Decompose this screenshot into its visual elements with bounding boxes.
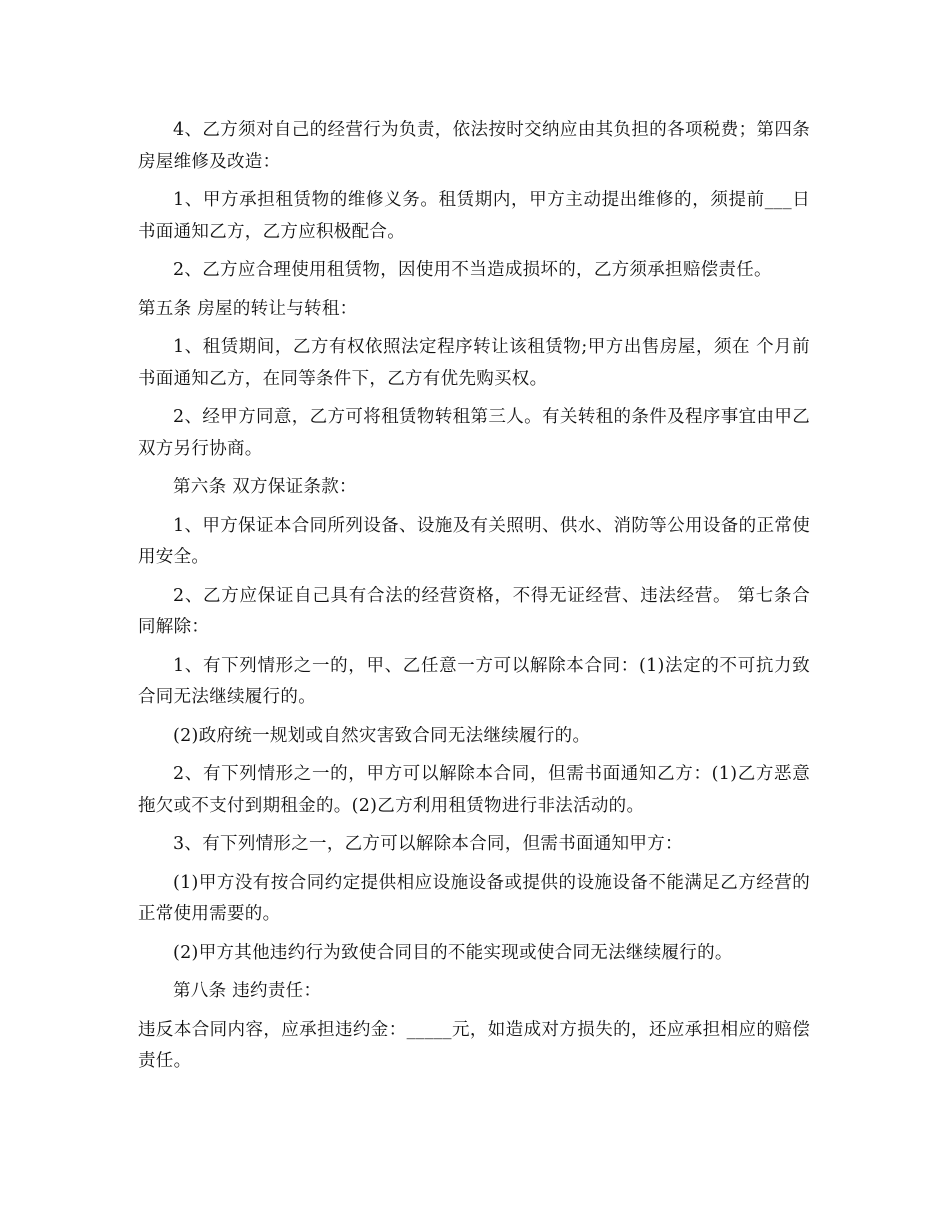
paragraph-termination-either: 1、有下列情形之一的，甲、乙任意一方可以解除本合同：(1)法定的不可抗力致合同无法继续履行的。 (138, 655, 810, 707)
paragraph-repair-duty: 1、甲方承担租赁物的维修义务。租赁期内，甲方主动提出维修的，须提前___日书面通知乙方，乙方应积极配合。 (138, 190, 810, 242)
section-heading-transfer: 第五条 房屋的转让与转租： (138, 298, 358, 319)
paragraph-termination-planning: (2)政府统一规划或自然灾害致合同无法继续履行的。 (173, 725, 591, 746)
paragraph-transfer-right: 1、租赁期间，乙方有权依照法定程序转让该租赁物;甲方出售房屋，须在 个月前书面通知乙方，在同等条件下，乙方有优先购买权。 (138, 337, 810, 389)
contract-body (138, 115, 810, 1085)
paragraph-sublease: 2、经甲方同意，乙方可将租赁物转租第三人。有关转租的条件及程序事宜由甲乙双方另行协商。 (138, 407, 810, 459)
paragraph-party-a-guarantee: 1、甲方保证本合同所列设备、设施及有关照明、供水、消防等公用设备的正常使用安全。 (138, 515, 810, 567)
paragraph-damage-liability: 2、乙方应合理使用租赁物，因使用不当造成损坏的，乙方须承担赔偿责任。 (173, 260, 772, 280)
paragraph-tax-clause: 4、乙方须对自己的经营行为负责，依法按时交纳应由其负担的各项税费；第四条 房屋维修及改造： (138, 120, 810, 172)
paragraph-penalty: 违反本合同内容，应承担违约金：_____元，如造成对方损失的，还应承担相应的赔偿责任。 (138, 1019, 810, 1071)
section-heading-liability: 第八条 违约责任： (173, 981, 322, 1001)
paragraph-termination-party-b: 3、有下列情形之一，乙方可以解除本合同，但需书面通知甲方： (173, 834, 683, 854)
paragraph-party-b-guarantee: 2、乙方应保证自己具有合法的经营资格，不得无证经营、违法经营。 第七条合同解除： (138, 585, 810, 637)
section-heading-guarantees: 第六条 双方保证条款： (173, 477, 357, 497)
paragraph-termination-party-a: 2、有下列情形之一的，甲方可以解除本合同，但需书面通知乙方：(1)乙方恶意拖欠或不支付到期租金的。(2)乙方利用租赁物进行非法活动的。 (138, 764, 810, 816)
paragraph-termination-breach: (2)甲方其他违约行为致使合同目的不能实现或使合同无法继续履行的。 (173, 942, 733, 963)
paragraph-termination-facilities: (1)甲方没有按合同约定提供相应设施设备或提供的设施设备不能满足乙方经营的正常使用需要的。 (138, 872, 810, 924)
